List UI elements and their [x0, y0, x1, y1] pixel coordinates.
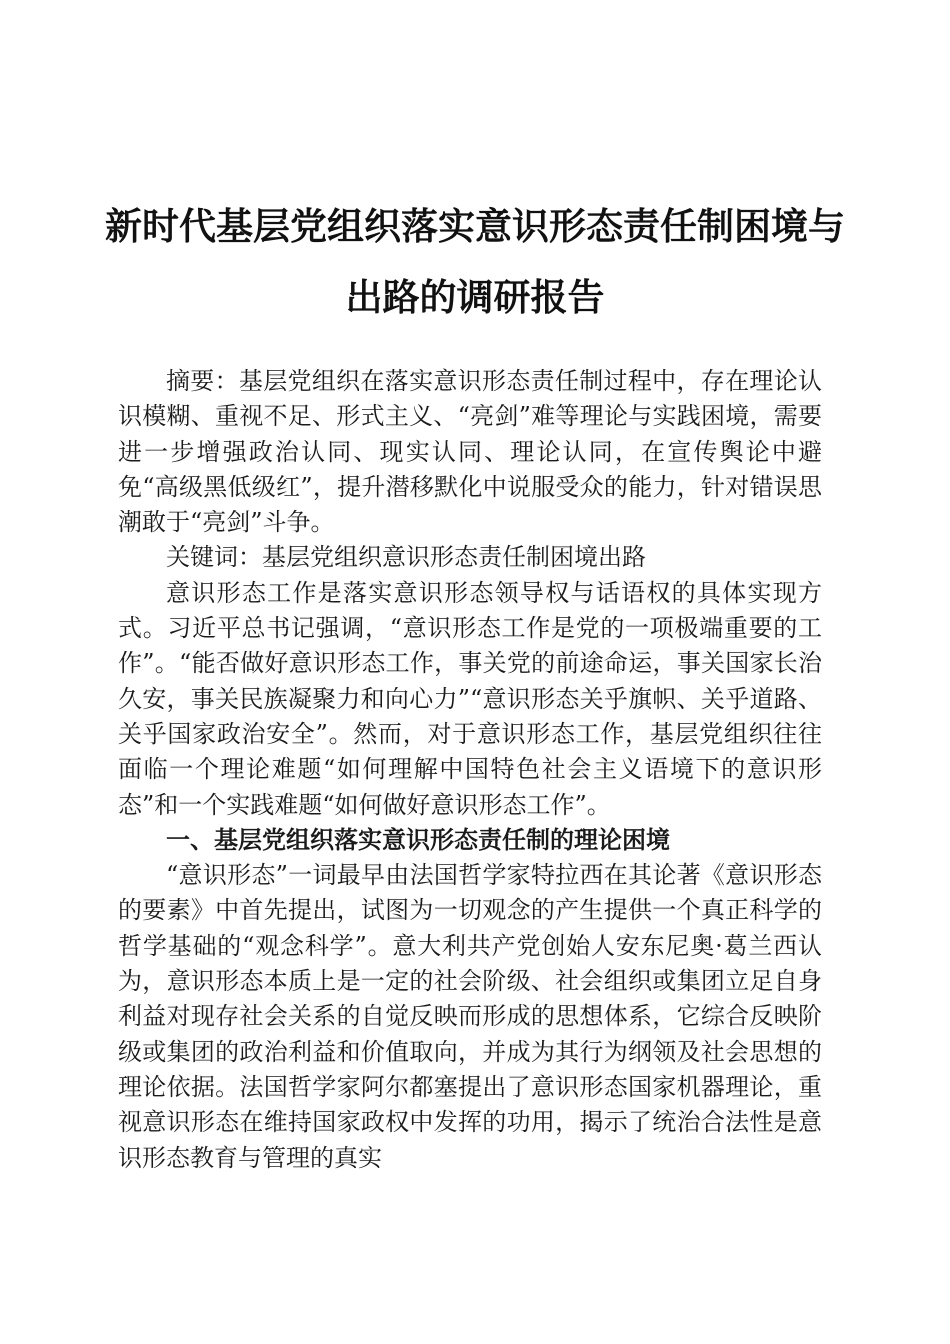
document-body: [118, 364, 822, 1176]
abstract-paragraph: 摘要：基层党组织在落实意识形态责任制过程中，存在理论认识模糊、重视不足、形式主义、“亮剑”难等理论与实践困境，需要进一步增强政治认同、现实认同、理论认同，在宣传舆论中避免“高级黑低级红”，提升潜移默化中说服受众的能力，针对错误思潮敢于“亮剑”斗争。: [118, 367, 822, 537]
document-title-line-2: 出路的调研报告: [345, 275, 605, 319]
document-title-line-1: 新时代基层党组织落实意识形态责任制困境与: [105, 204, 845, 248]
intro-paragraph: 意识形态工作是落实意识形态领导权与话语权的具体实现方式。习近平总书记强调，“意识形态工作是党的一项极端重要的工作”。“能否做好意识形态工作，事关党的前途命运，事关国家长治久安，事关民族凝聚力和向心力”“意识形态关乎旗帜、关乎道路、关乎国家政治安全”。然而，对于意识形态工作，基层党组织往往面临一个理论难题“如何理解中国特色社会主义语境下的意识形态”和一个实践难题“如何做好意识形态工作”。: [118, 578, 822, 819]
keywords-paragraph: 关键词：基层党组织意识形态责任制困境出路: [166, 543, 646, 572]
section-1-paragraph: “意识形态”一词最早由法国哲学家特拉西在其论著《意识形态的要素》中首先提出，试图为一切观念的产生提供一个真正科学的哲学基础的“观念科学”。意大利共产党创始人安东尼奥·葛兰西认为，意识形态本质上是一定的社会阶级、社会组织或集团立足自身利益对现存社会关系的自觉反映而形成的思想体系，它综合反映阶级或集团的政治利益和价值取向，并成为其行为纲领及社会思想的理论依据。法国哲学家阿尔都塞提出了意识形态国家机器理论，重视意识形态在维持国家政权中发挥的功用，揭示了统治合法性是意识形态教育与管理的真实: [118, 861, 822, 1172]
section-1-heading: 一、基层党组织落实意识形态责任制的理论困境: [166, 825, 670, 854]
